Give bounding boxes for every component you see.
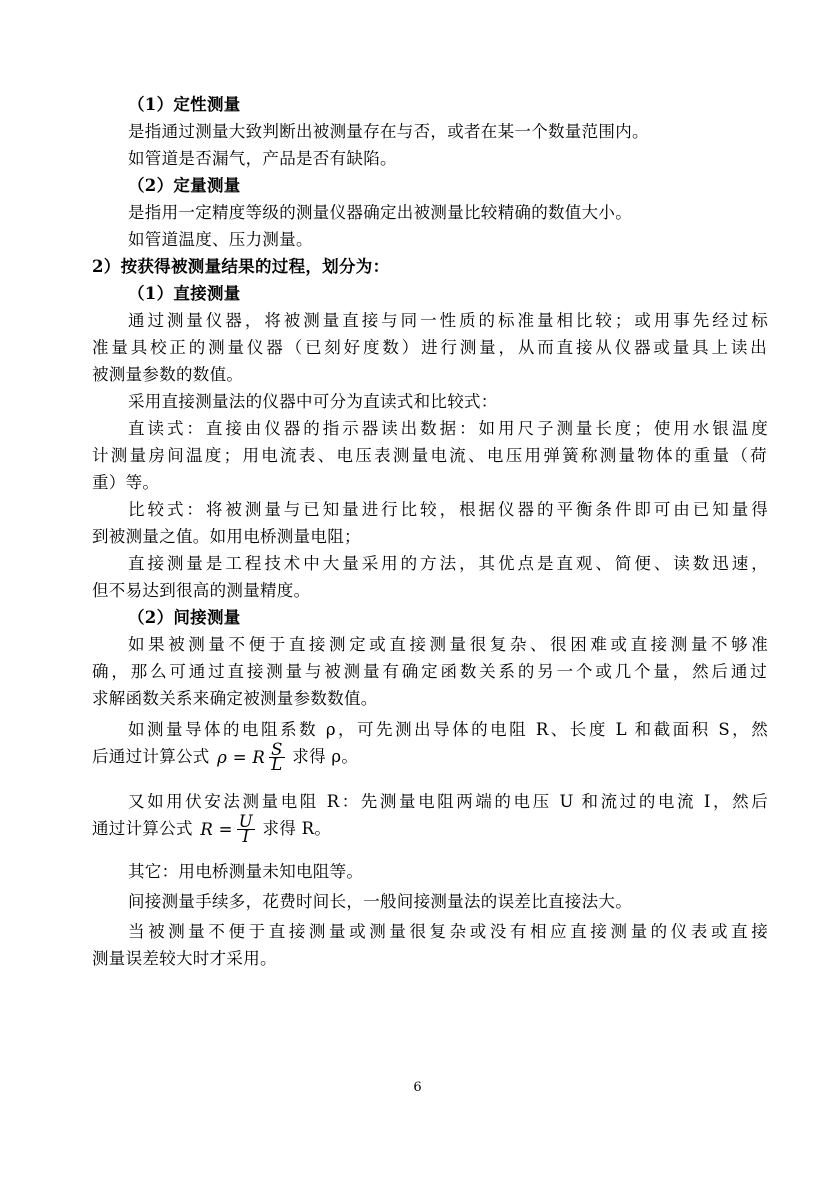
paragraph-line: 求解函数关系来确定被测量参数数值。 [92,689,378,708]
paragraph-line: 比较式：将被测量与已知量进行比较，根据仪器的平衡条件即可由已知量得 [128,500,768,519]
fraction-numerator: U [238,812,253,831]
formula-intro: 后通过计算公式 [92,747,210,766]
paragraph-line: 测量误差较大时才采用。 [92,949,277,968]
fraction-denominator: L [271,755,283,774]
paragraph-line: 通过测量仪器，将被测量直接与同一性质的标准量相比较；或用事先经过标 [128,311,768,330]
paragraph-line: 但不易达到很高的测量精度。 [92,581,311,600]
paragraph-line: 如管道是否漏气，产品是否有缺陷。 [128,149,397,168]
paragraph-line: 是指通过测量大致判断出被测量存在与否，或者在某一个数量范围内。 [128,122,649,141]
heading-indirect: （2）间接测量 [128,608,241,627]
fraction-s-over-l [269,740,285,774]
paragraph-line: 当被测量不便于直接测量或测量很复杂或没有相应直接测量的仪表或直接 [128,922,768,941]
page-number: 6 [413,1080,422,1095]
paragraph-line: 被测量参数的数值。 [92,365,244,384]
paragraph-line: 准量具校正的测量仪器（已刻好度数）进行测量，从而直接从仪器或量具上读出 [92,338,767,357]
section-heading: 2）按获得被测量结果的过程，划分为： [92,257,390,276]
paragraph-line: 又如用伏安法测量电阻 R：先测量电阻两端的电压 U 和流过的电流 I，然后 [128,792,768,811]
paragraph-line: 其它：用电桥测量未知电阻等。 [128,862,364,881]
heading-qualitative: （1）定性测量 [128,95,241,114]
paragraph-line: 重）等。 [92,473,160,492]
fraction-u-over-i [237,812,255,846]
paragraph-line: 直读式：直接由仪器的指示器读出数据：如用尺子测量长度；使用水银温度 [128,419,768,438]
formula-line-resistivity [92,740,767,774]
paragraph-line: 是指用一定精度等级的测量仪器确定出被测量比较精确的数值大小。 [128,203,632,222]
fraction-denominator: I [242,827,250,846]
paragraph-line: 间接测量手续多，花费时间长，一般间接测量法的误差比直接法大。 [128,892,632,911]
paragraph-line: 如管道温度、压力测量。 [128,230,313,249]
fraction-numerator: S [271,740,283,759]
formula-result: 求得 ρ。 [292,747,359,766]
formula-result: 求得 R。 [262,819,332,838]
paragraph-line: 计测量房间温度；用电流表、电压表测量电流、电压用弹簧称测量物体的重量（荷 [92,446,767,465]
heading-direct: （1）直接测量 [128,284,241,303]
formula-line-ohm [92,812,767,846]
paragraph-line: 直接测量是工程技术中大量采用的方法，其优点是直观、简便、读数迅速， [128,554,768,573]
paragraph-line: 如测量导体的电阻系数 ρ，可先测出导体的电阻 R、长度 L 和截面积 S，然 [128,720,768,739]
paragraph-line: 确，那么可通过直接测量与被测量有确定函数关系的另一个或几个量，然后通过 [92,662,767,681]
formula-lhs: R = [200,820,233,839]
formula-intro: 通过计算公式 [92,819,193,838]
paragraph-line: 如果被测量不便于直接测定或直接测量很复杂、很困难或直接测量不够准 [128,635,768,654]
formula-lhs: ρ = R [217,748,266,767]
heading-quantitative: （2）定量测量 [128,176,241,195]
paragraph-line: 到被测量之值。如用电桥测量电阻； [92,527,361,546]
paragraph-line: 采用直接测量法的仪器中可分为直读式和比较式： [128,392,498,411]
